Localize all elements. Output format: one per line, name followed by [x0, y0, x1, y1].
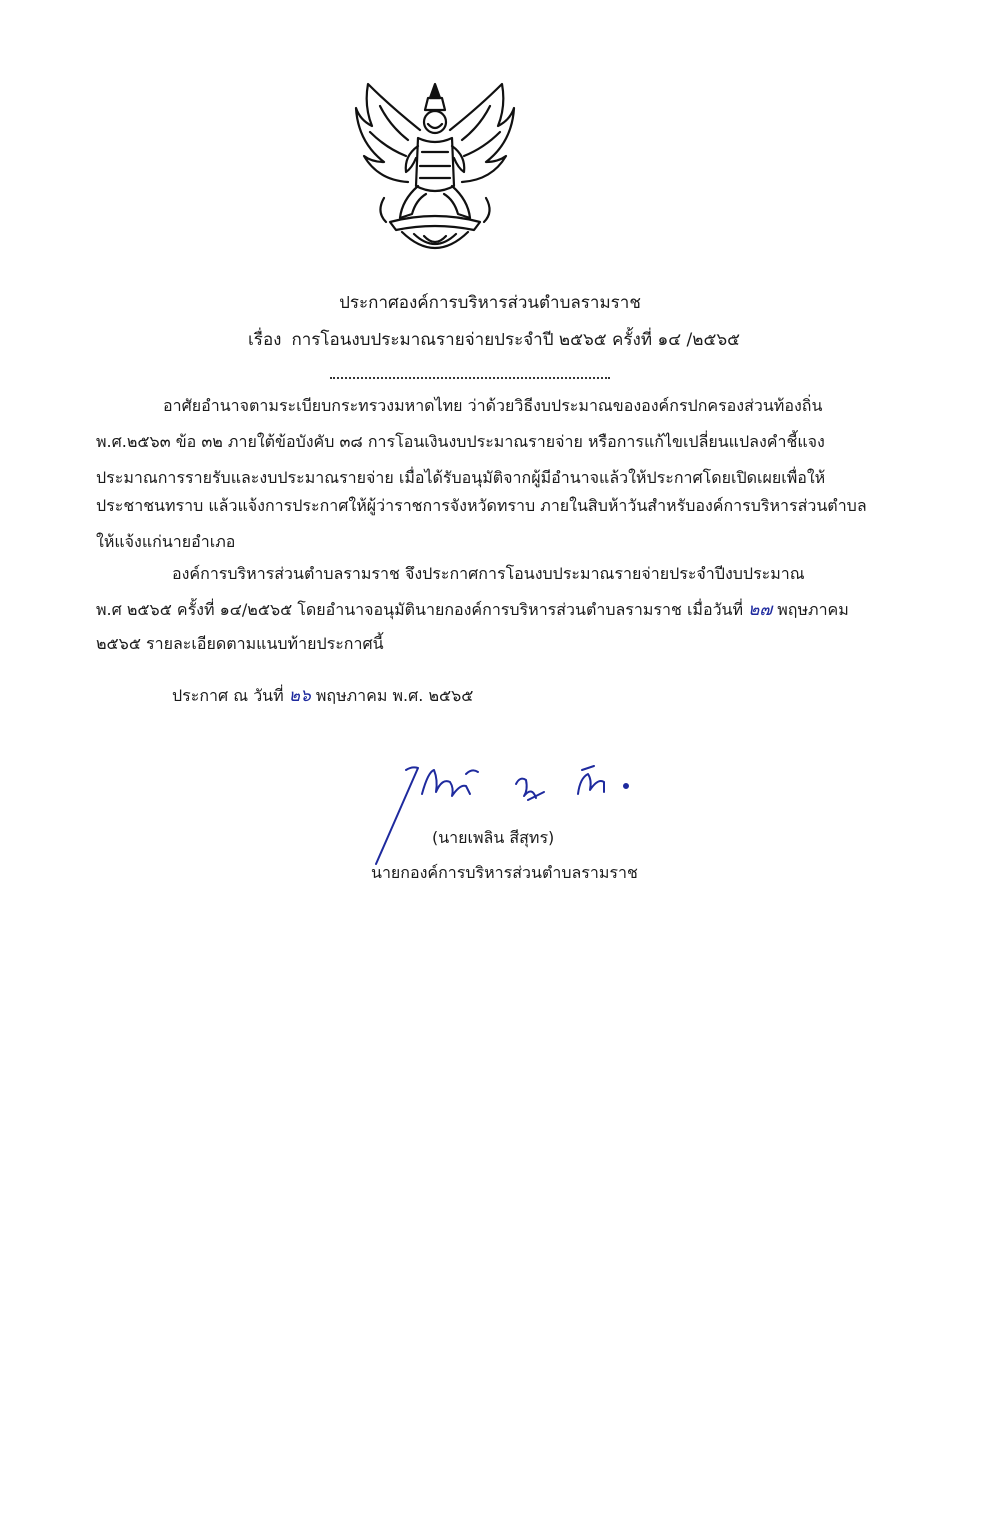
- announcement-subject: [0, 328, 988, 352]
- approval-line-text: พ.ศ ๒๕๖๕ ครั้งที่ ๑๔/๒๕๖๕ โดยอำนาจอนุมัตินายกองค์การบริหารส่วนตำบลรามราช เมื่อวันที่: [96, 600, 744, 619]
- subject-text: การโอนงบประมาณรายจ่ายประจำปี ๒๕๖๕ ครั้งที่ ๑๔ /๒๕๖๕: [291, 330, 740, 350]
- dotted-divider: [330, 377, 610, 379]
- body-line: ประชาชนทราบ แล้วแจ้งการประกาศให้ผู้ว่าราชการจังหวัดทราบ ภายในสิบห้าวันสำหรับองค์การบริหารส่วนตำบล: [96, 496, 867, 515]
- signer-position: นายกองค์การบริหารส่วนตำบลรามราช: [371, 863, 638, 882]
- body-line: ๒๕๖๕ รายละเอียดตามแนบท้ายประกาศนี้: [96, 634, 384, 653]
- body-line: พ.ศ.๒๕๖๓ ข้อ ๓๒ ภายใต้ข้อบังคับ ๓๘ การโอนเงินงบประมาณรายจ่าย หรือการแก้ไขเปลี่ยนแปลงคำชี้แจง: [96, 432, 825, 451]
- announcement-title: ประกาศองค์การบริหารส่วนตำบลรามราช: [339, 293, 641, 313]
- body-line: ให้แจ้งแก่นายอำเภอ: [96, 532, 236, 551]
- body-line: [96, 598, 849, 622]
- signer-name: (นายเพลิน สีสุทร): [432, 828, 555, 847]
- dateline-day-handwritten: ๒๖: [288, 686, 311, 706]
- approval-month: พฤษภาคม: [777, 600, 849, 619]
- dateline-prefix: ประกาศ ณ วันที่: [172, 686, 284, 705]
- approval-day-handwritten: ๒๗: [748, 600, 773, 620]
- body-line: อาศัยอำนาจตามระเบียบกระทรวงมหาดไทย ว่าด้วยวิธีงบประมาณขององค์กรปกครองส่วนท้องถิ่น: [163, 396, 823, 415]
- subject-label: เรื่อง: [248, 330, 282, 350]
- garuda-emblem-icon: [350, 76, 520, 261]
- dateline-suffix: พฤษภาคม พ.ศ. ๒๕๖๕: [315, 686, 474, 705]
- announcement-dateline: [172, 684, 473, 708]
- body-line: ประมาณการรายรับและงบประมาณรายจ่าย เมื่อได้รับอนุมัติจากผู้มีอำนาจแล้วให้ประกาศโดยเปิดเผยเพื่อให้: [96, 468, 826, 487]
- handwritten-signature: [368, 756, 658, 868]
- body-line: องค์การบริหารส่วนตำบลรามราช จึงประกาศการโอนงบประมาณรายจ่ายประจำปีงบประมาณ: [172, 564, 805, 583]
